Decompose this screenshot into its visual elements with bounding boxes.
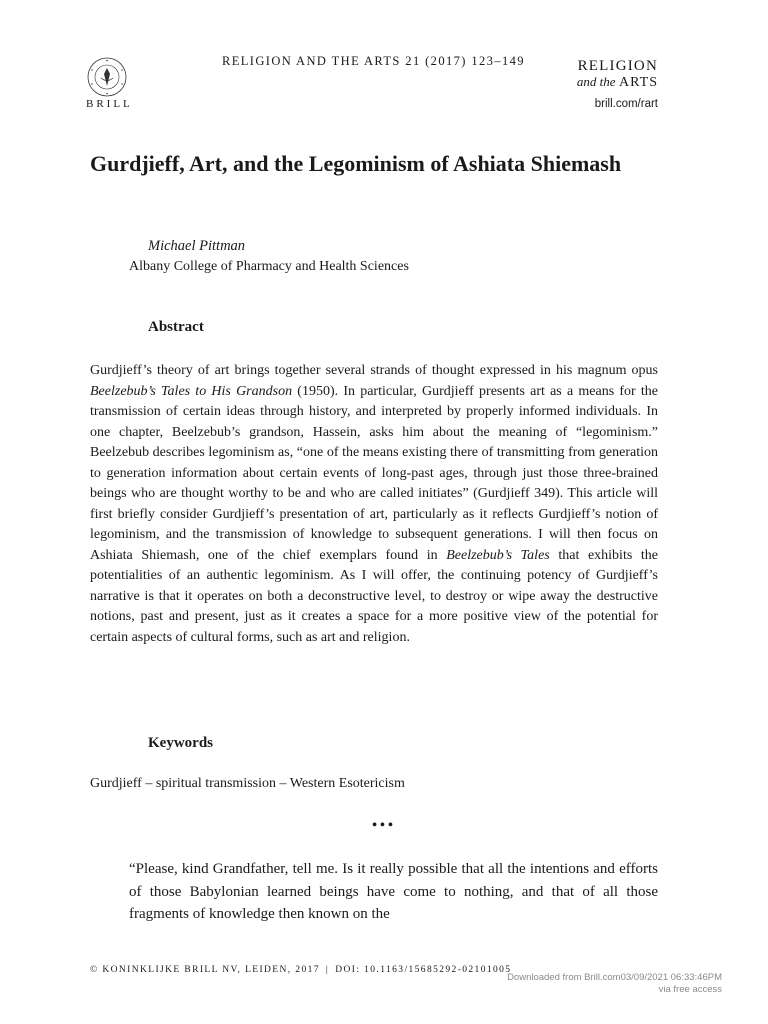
abstract-body: [90, 361, 658, 648]
article-title: Gurdjieff, Art, and the Legominism of Ashiata Shiemash: [90, 151, 622, 176]
abstract-text-part1: Gurdjieff’s theory of art brings together several strands of thought expressed in his magnum opus: [90, 363, 658, 378]
abstract-text-part2: (1950). In particular, Gurdjieff presents art as a means for the transmission of certain ideas through history, and interpreted by properly informed individuals. In one chapter, Beelzebub’s grandson, Hassein, asks him about the meaning of “legominism.” Beelzebub describes legominism as, “one of the means existing there of transmitting from generation to generation information about certain events of long-past ages, through just those three-brained beings who are thought worthy to be and who are called initiates” (Gurdjieff 349). This article will first briefly consider Gurdjieff’s presentation of art, particularly as it reflects Gurdjieff’s notion of legominism, and the transmission of knowledge to subsequent generations. I will then focus on Ashiata Shiemash, one of the chief exemplars found in: [90, 383, 659, 563]
journal-masthead: [577, 58, 658, 91]
brill-seal-logo: [86, 56, 128, 98]
download-watermark: [507, 972, 722, 996]
author-name: Michael Pittman: [148, 238, 246, 254]
publisher-logo-label: BRILL: [86, 98, 133, 110]
section-separator: •••: [372, 818, 396, 833]
journal-url-link[interactable]: brill.com/rart: [594, 98, 658, 110]
access-note: via free access: [658, 984, 722, 995]
abstract-book-title: Beelzebub’s Tales to His Grandson: [90, 383, 293, 399]
keywords-heading: Keywords: [148, 735, 213, 751]
masthead-line2-word: ARTS: [619, 75, 658, 90]
keywords-list: Gurdjieff – spiritual transmission – Western Esotericism: [90, 776, 405, 791]
masthead-line2: [577, 74, 658, 91]
footer-line: [90, 965, 511, 975]
footer-divider: |: [325, 965, 330, 975]
abstract-text-part3: that exhibits the potentialities of an authentic legominism. As I will offer, the continuing potency of Gurdjieff’s narrative is that it operates on both a deconstructive level, to destroy or wipe away the destructive notions, past and present, just as it creates a space for a more positive view of the potential for certain aspects of cultural forms, such as art and religion.: [90, 547, 658, 645]
author-affiliation: Albany College of Pharmacy and Health Sciences: [129, 259, 409, 274]
masthead-line2-prefix: and the: [576, 74, 616, 89]
opening-quote: “Please, kind Grandfather, tell me. Is it really possible that all the intentions and efforts of those Babylonian learned beings have come to nothing, and that of all those fragments of knowledge then known on the: [129, 861, 658, 922]
footer-copyright: © KONINKLIJKE BRILL NV, LEIDEN, 2017: [90, 965, 320, 975]
abstract-book-short-title: Beelzebub’s Tales: [446, 547, 550, 563]
running-head: RELIGION AND THE ARTS 21 (2017) 123–149: [222, 54, 525, 68]
download-note: Downloaded from Brill.com03/09/2021 06:33:46PM: [507, 972, 722, 983]
masthead-line1: RELIGION: [577, 58, 658, 74]
abstract-heading: Abstract: [148, 319, 204, 335]
footer-doi[interactable]: DOI: 10.1163/15685292-02101005: [335, 965, 512, 975]
